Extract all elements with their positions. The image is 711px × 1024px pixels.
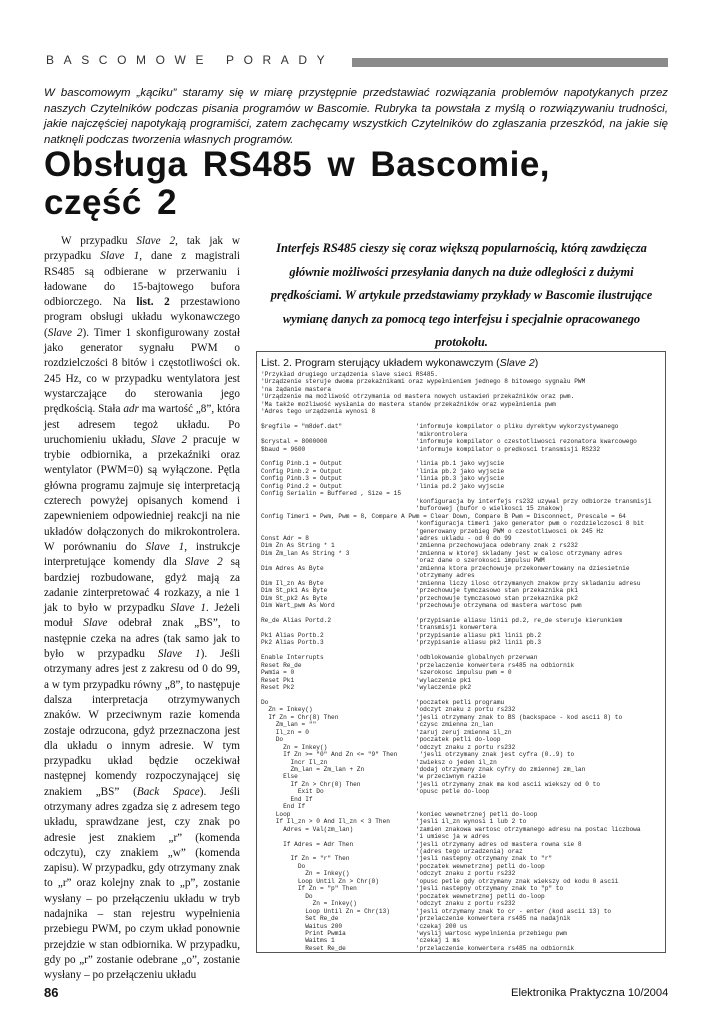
- page-number: 86: [44, 985, 59, 1000]
- section-header: BASCOMOWE PORADY: [46, 53, 335, 67]
- body-text-run: ma wartość „8”, która jest adresem tegoż układu. Po uruchomieniu układu,: [44, 403, 240, 446]
- intro-paragraph: W bascomowym „kąciku” staramy się w miarę przystępnie przedstawiać rozwiązania problemów napotykanych przez naszych Czytelników podczas pisania programów w Bascomie. Rubryka ta powstała z myślą o rozwiązywaniu trudności, jakie najczęściej napotykają programiści, zatem zachęcamy wszystkich Czytelników do zgłaszania przeszkód, na jakie się natknęli podczas tworzenia własnych programów.: [44, 87, 668, 146]
- body-italic-run: Slave: [83, 617, 108, 630]
- body-text-run: pracuje w trybie odbiornika, a przekaźniki oraz wentylator (PWM=0) są wyłączone. Pętla główna programu zajmuje się interpretacją czterech powyżej opisanych komend i zapewnieniem odpowiedniej reakcji na nie układów dołączonych do mikrokontrolera. W porównaniu do: [44, 433, 240, 553]
- body-text-run: , tak jak w przypadku: [44, 235, 240, 263]
- article-title-line-2: część 2: [44, 183, 178, 222]
- body-italic-run: adr: [123, 403, 139, 416]
- article-title: [44, 146, 684, 222]
- article-lead: Interfejs RS485 cieszy się coraz większą popularnością, którą zawdzięcza głównie możliwości przesyłania danych na duże odległości z dużymi prędkościami. W artykule przedstawiamy przykłady w Bascomie ilustrujące wymianę danych za pomocą tego interfejsu i specjalnie opracowanego protokołu.: [270, 241, 653, 350]
- publication-info: Elektronika Praktyczna 10/2004: [511, 987, 669, 999]
- body-text-run: . Jeżeli moduł: [44, 602, 240, 630]
- listing-title-prefix: List. 2. Program sterujący układem wykonawczym (: [261, 357, 500, 369]
- body-bold-run: list. 2: [136, 296, 170, 309]
- body-italic-run: Slave 1: [170, 602, 206, 615]
- body-italic-run: Slave 2: [136, 235, 176, 247]
- listing-code: 'Przykład drugiego urządzenia slave sieci RS485. 'Urządzenie steruje dwoma przekaźnikami oraz wypełnieniem jednego 8 bitowego sygnału PWM 'na żądanie mastera 'Urządzenie ma możliwość otrzymania od mastera nowych ustawień przekaźników oraz pwm. 'Ma także możliwość wysłania do mastera stanów przekaźników oraz wypełnienia pwm 'Adres tego urządzenia wynosi 8 $regfile = "m8def.dat" 'informuje kompilator o pliku dyrektyw wykorzystywanego 'mikrontrolera $crystal = 8000000 'informuje kompilator o czestotliwosci rezonatora kwarcowego $baud = 9600 'informuje kompilator o predkosci transmisji RS232 Config Pinb.1 = Output 'linia pb.1 jako wyjscie Config Pinb.2 = Output 'linia pb.2 jako wyjscie Config Pinb.3 = Output 'linia pb.3 jako wyjscie Config Pind.2 = Output 'linia pd.2 jako wyjscie Config Serialin = Buffered , Size = 15 'konfiguracja by interfejs rs232 uzywal przy odbiorze transmisji 'buforowej (bufor o wielkosci 15 znakow) Config Timer1 = Pwm, Pwm = 8, Compare A Pwm = Clear Down, Compare B Pwm = Disconnect, Prescale = 64 'konfiguracja timer1 jako generator pwm o rozdzielczosci 8 bit 'generowany przebieg PWM o czestotliwosci ok 245 Hz Const Adr = 8 'adres ukladu - od 0 do 99 Dim Zn As String * 1 'zmienna przechowujaca odebrany znak z rs232 Dim Zm_lan As String * 3 'zmienna w ktorej skladany jest w calosc otrzymany adres 'oraz dane o szerokosci impulsu PWM Dim Adres As Byte 'zmienna ktora przechowuje przekonwertowany na dziesietnie 'otrzymany adres Dim Il_zn As Byte 'zmienna liczy ilosc otrzymanych znakow przy skladaniu adresu Dim St_pk1 As Byte 'przechowuje tymczasowo stan przekaznika pk1 Dim St_pk2 As Byte 'przechowuje tymczasowo stan przekaznika pk2 Dim Wart_pwm As Word 'przechowuje otrzymana od mastera wartosc pwm Re_de Alias Portd.2 'przypisanie aliasu linii pd.2, re_de steruje kierunkiem 'transmisji konwertera Pk1 Alias Portb.2 'przypisanie aliasu pk1 linii pb.2 Pk2 Alias Portb.3 'przypisanie aliasu pk2 linii pb.3 Enable Interrupts 'odblokowanie globalnych przerwan Reset Re_de 'przelaczenie konwertera rs485 na odbiornik Pwm1a = 0 'szerokosc impulsu pwm = 0 Reset Pk1 'wylaczenie pk1 Reset Pk2 'wylaczenie pk2 Do 'poczatek petli programu Zn = Inkey() 'odczyt znaku z portu rs232 If Zn = Chr(8) Then 'jesli otrzymany znak to BS (backspace - kod ascii 8) to Zm_lan = "" 'czysc zmienna zn_lan Il_zn = 0 'zaruj zeruj zmienna il_zn Do 'poczatek petli do-loop Zn = Inkey() 'odczyt znaku z portu rs232 If Zn >= "0" And Zn <= "9" Then 'jesli otrzymany znak jest cyfra (0..9) to Incr Il_zn 'zwieksz o jeden il_zn Zm_lan = Zm_lan + Zn 'dodaj otrzymany znak cyfry do zmiennej zm_lan Else 'w przeciwnym razie If Zn > Chr(0) Then 'jesli otrzymany znak ma kod ascii wiekszy od 0 to Exit Do 'opusc petle do-loop End If End If Loop 'koniec wewnetrznej petli do-loop If Il_zn > 0 And Il_zn < 3 Then 'jesli il_zn wynosi 1 lub 2 to Adres = Val(zm_lan) 'zamien znakowa wartosc otrzymanego adresu na postac liczbowa 'i umiesc ja w adres If Adres = Adr Then 'jesli otrzymany adres od mastera rowna sie 8 '(adres tego urzadzenia) oraz If Zn = "r" Then 'jesli nastepny otrzymany znak to "r" Do 'poczatek wewnetrznej petli do-loop Zn = Inkey() 'odczyt znaku z portu rs232 Loop Until Zn > Chr(0) 'opusc petle gdy otrzymany znak wiekszy od kodu 0 ascii If Zn = "p" Then 'jesli nastepny otrzymany znak to "p" to Do 'poczatek wewnetrznej petli do-loop Zn = Inkey() 'odczyt znaku z portu rs232 Loop Until Zn = Chr(13) 'jesli otrzymany znak to cr - enter (kod ascii 13) to Set Re_de 'przelaczenie konwertera rs485 na nadajnik Waitus 200 'czekaj 200 us Print Pwm1a 'wyslij wartosc wypelnienia przebiegu pwm Waitms 1 'czekaj 1 ms Reset Re_de 'przelaczenie konwertera rs485 na odbiornik: [261, 371, 652, 952]
- header-bar: [352, 58, 668, 67]
- body-text-run: ). Jeśli otrzymany adres zgadza się z adresem tego układu, sprawdzane jest, czy znak po adresie jest znakiem „r” (komenda odczytu), czy znakiem „w” (komenda zapisu). W przypadku, gdy otrzymany znak to „r” oraz kolejny znak to „p”, zostanie wysłany – po przełączeniu układu w tryb nadajnika – stan rejestru wypełnienia przebiegu PWM, po czym układ ponownie przejdzie w stan odbiornika. W przypadku, gdy po „r” zostanie odebrane „o”, zostanie wysłany – po przełączeniu układu: [44, 785, 240, 982]
- body-text-run: W przypadku: [61, 235, 137, 247]
- listing-box: [256, 351, 666, 953]
- article-body: [44, 234, 240, 984]
- article-title-line-1: Obsługa RS485 w Bascomie,: [44, 145, 551, 184]
- body-text-run: odebrał znak „BS”, to następnie czeka na adres (tak samo jak to było w przypadku: [44, 617, 241, 661]
- body-italic-run: Slave 2: [47, 326, 83, 339]
- body-italic-run: Back Space: [136, 785, 200, 798]
- body-text-run: ). Timer 1 skonfigurowany został jako generator sygnału PWM o rozdzielczości 8 bitów i częstotliwości ok. 245 Hz, co w przypadku wentylatora jest wystarczające do sterowania jego prędkością. Stała: [44, 326, 240, 416]
- body-text-run: , instrukcje interpretujące komendy dla: [44, 540, 240, 569]
- body-italic-run: Slave 2: [151, 433, 188, 446]
- body-italic-run: Slave 1: [145, 540, 185, 553]
- body-italic-run: Slave 1: [157, 648, 201, 661]
- listing-title-suffix: ): [534, 357, 539, 369]
- body-text-run: ). Jeśli otrzymany adres jest z zakresu od 0 do 99, a w tym przypadku równy „8”, to następuje dalsza interpretacja otrzymywanych znaków. W przeciwnym razie komenda zostaje odrzucona, gdyż przeznaczona jest dla układu o innym adresie. W tym przypadku układ będzie oczekiwał następnej komendy rozpoczynającej się znakiem „BS” (: [44, 648, 240, 798]
- body-italic-run: Slave 2: [184, 556, 223, 569]
- body-text-run: , dane z magistrali RS485 są odbierane w przerwaniu i ładowane do 15-bajtowego bufora odbiorczego. Na: [44, 250, 240, 309]
- body-text-run: są bardziej rozbudowane, gdyż mają za zadanie zinterpretować 4 rozkazy, a nie 1 jak to było w przypadku: [44, 556, 241, 615]
- listing-title: [257, 352, 665, 371]
- body-italic-run: Slave 1: [100, 250, 140, 263]
- body-text-run: przestawiono program obsługi układu wykonawczego (: [44, 296, 241, 339]
- body-paragraph: [44, 234, 240, 984]
- listing-title-italic: Slave 2: [499, 357, 535, 369]
